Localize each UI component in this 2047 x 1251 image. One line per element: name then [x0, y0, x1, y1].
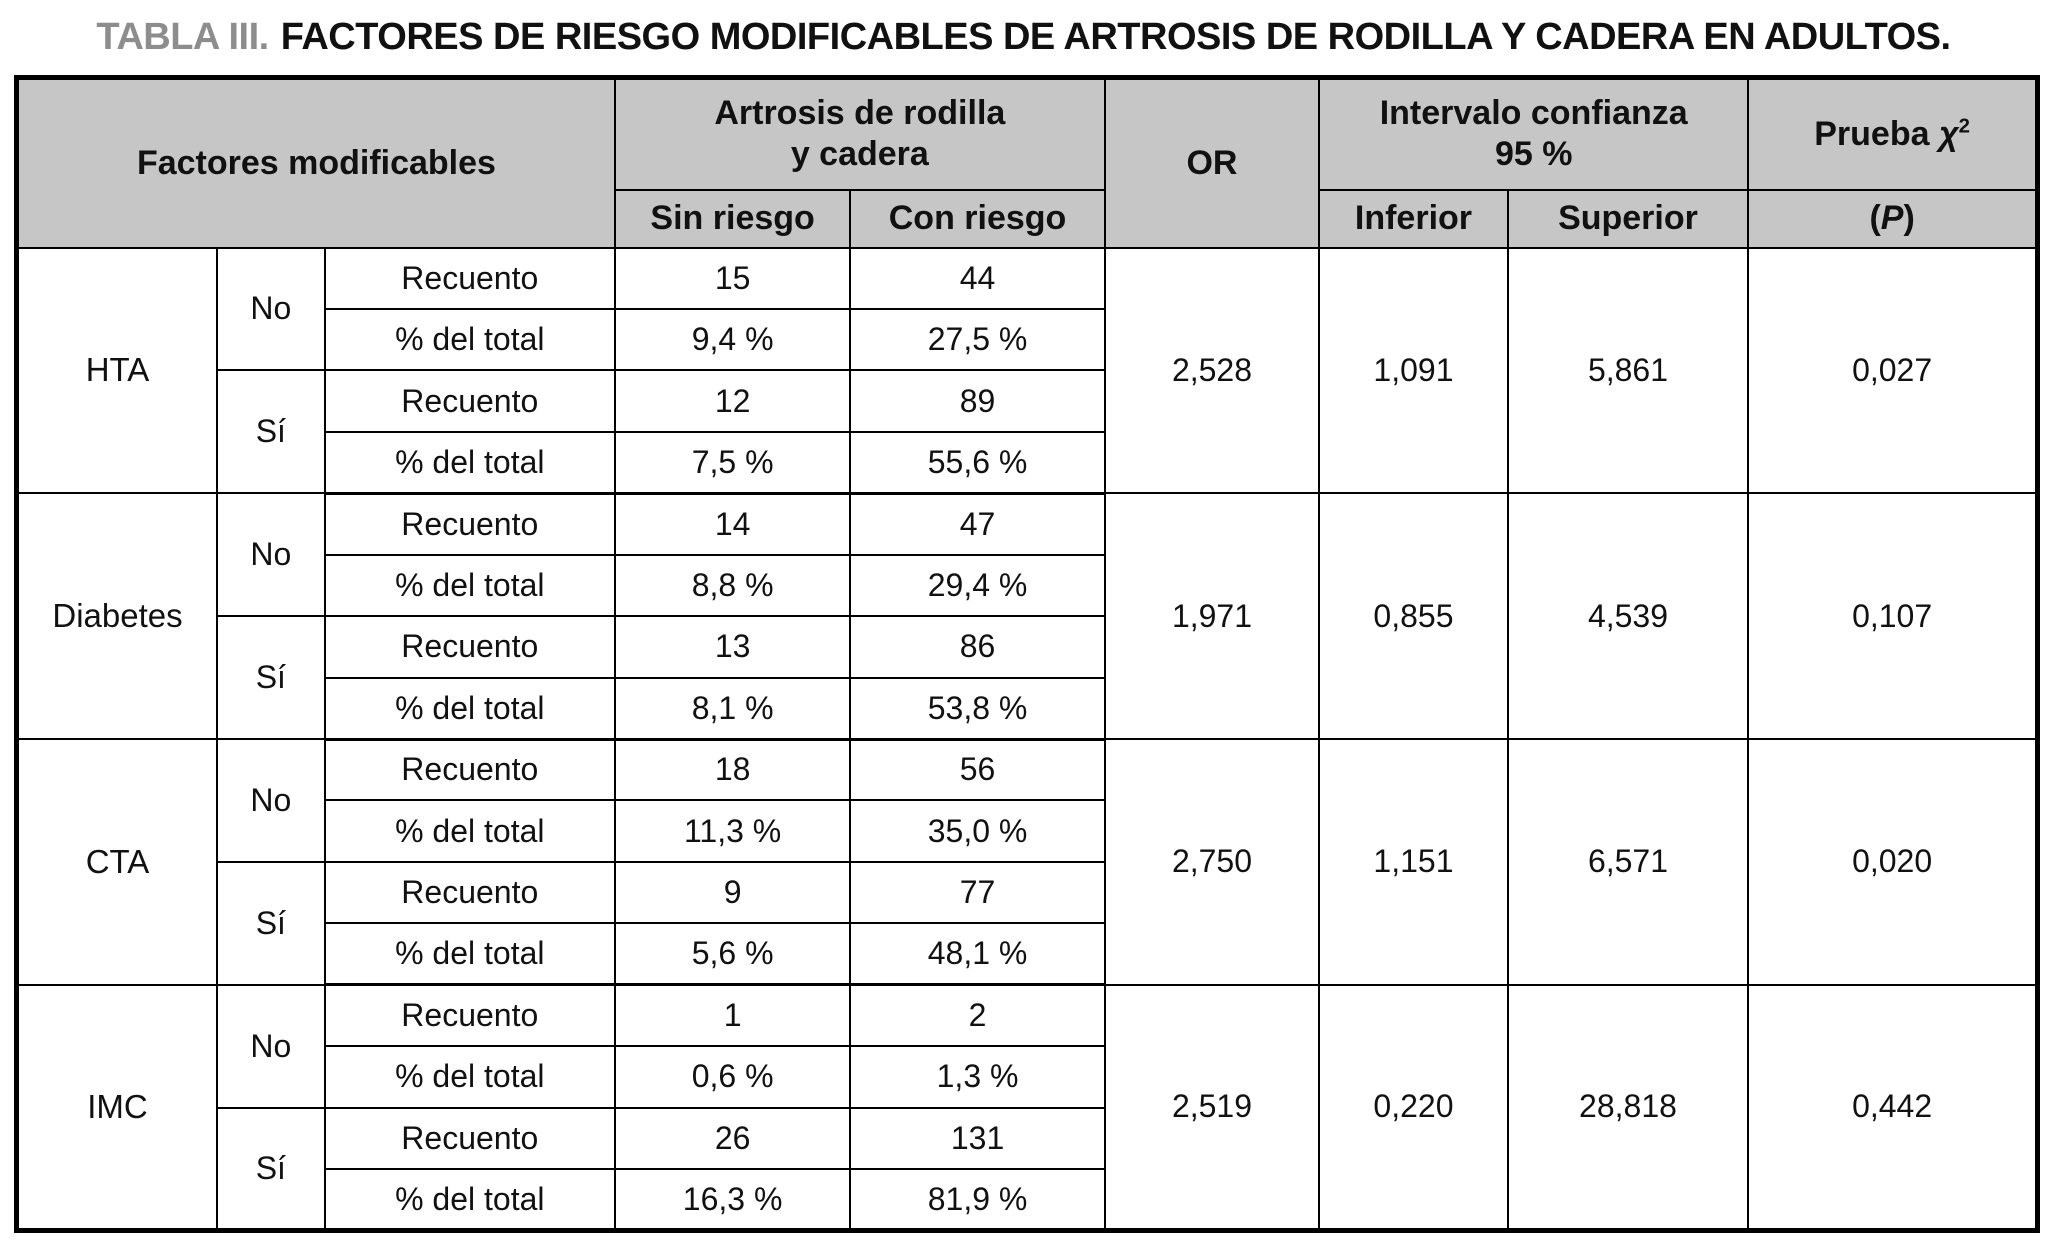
pct-sin-riesgo-cell: 7,5 % — [615, 432, 850, 493]
count-sin-riesgo-cell: 1 — [615, 985, 850, 1046]
row-label-cell: % del total — [325, 923, 615, 984]
pct-sin-riesgo-cell: 0,6 % — [615, 1046, 850, 1107]
count-con-riesgo-cell: 86 — [850, 616, 1104, 677]
ci-lower-cell: 1,151 — [1319, 739, 1508, 985]
count-con-riesgo-cell: 56 — [850, 739, 1104, 800]
count-con-riesgo-cell: 47 — [850, 493, 1104, 554]
row-label-cell: % del total — [325, 800, 615, 861]
count-sin-riesgo-cell: 18 — [615, 739, 850, 800]
row-label-cell: % del total — [325, 1046, 615, 1107]
header-intervalo-confianza — [1319, 78, 1748, 190]
p-letter: P — [1880, 199, 1904, 238]
row-label-cell: Recuento — [325, 248, 615, 309]
header-row-1 — [17, 78, 2038, 190]
factor-name-cell: IMC — [17, 985, 217, 1231]
count-sin-riesgo-cell: 13 — [615, 616, 850, 677]
count-con-riesgo-cell: 77 — [850, 862, 1104, 923]
row-label-cell: % del total — [325, 432, 615, 493]
yes-no-cell: Sí — [217, 370, 325, 493]
yes-no-cell: No — [217, 739, 325, 862]
ci-upper-cell: 6,571 — [1508, 739, 1748, 985]
yes-no-cell: No — [217, 493, 325, 616]
count-sin-riesgo-cell: 15 — [615, 248, 850, 309]
count-con-riesgo-cell: 131 — [850, 1108, 1104, 1169]
table-title — [0, 16, 2047, 59]
risk-factors-table — [14, 75, 2040, 1233]
factor-name-cell: Diabetes — [17, 493, 217, 739]
or-cell: 2,528 — [1105, 248, 1319, 494]
header-prueba-label: Prueba — [1814, 114, 1930, 153]
pct-con-riesgo-cell: 1,3 % — [850, 1046, 1104, 1107]
table-row — [17, 985, 2038, 1046]
header-con-riesgo: Con riesgo — [850, 190, 1104, 248]
yes-no-cell: Sí — [217, 1108, 325, 1231]
header-factores: Factores modificables — [17, 78, 615, 248]
yes-no-cell: No — [217, 985, 325, 1108]
or-cell: 2,750 — [1105, 739, 1319, 985]
header-artrosis-line2: y cadera — [790, 135, 929, 174]
pct-sin-riesgo-cell: 9,4 % — [615, 309, 850, 370]
pct-con-riesgo-cell: 29,4 % — [850, 555, 1104, 616]
ci-upper-cell: 28,818 — [1508, 985, 1748, 1231]
yes-no-cell: No — [217, 248, 325, 371]
or-cell: 1,971 — [1105, 493, 1319, 739]
pct-sin-riesgo-cell: 16,3 % — [615, 1169, 850, 1230]
table-row — [17, 739, 2038, 800]
chi-symbol: χ — [1938, 114, 1959, 153]
table-row — [17, 493, 2038, 554]
header-inferior: Inferior — [1319, 190, 1508, 248]
header-sin-riesgo: Sin riesgo — [615, 190, 850, 248]
header-superior: Superior — [1508, 190, 1748, 248]
pct-sin-riesgo-cell: 5,6 % — [615, 923, 850, 984]
count-con-riesgo-cell: 44 — [850, 248, 1104, 309]
count-con-riesgo-cell: 2 — [850, 985, 1104, 1046]
p-value-cell: 0,442 — [1748, 985, 2037, 1231]
row-label-cell: % del total — [325, 1169, 615, 1230]
row-label-cell: Recuento — [325, 1108, 615, 1169]
table-title-text: FACTORES DE RIESGO MODIFICABLES DE ARTROSIS DE RODILLA Y CADERA EN ADULTOS. — [280, 16, 1951, 58]
row-label-cell: Recuento — [325, 862, 615, 923]
header-artrosis-line1: Artrosis de rodilla — [714, 94, 1006, 133]
header-prueba-chi2 — [1748, 78, 2037, 190]
count-sin-riesgo-cell: 12 — [615, 370, 850, 431]
yes-no-cell: Sí — [217, 616, 325, 739]
header-or: OR — [1105, 78, 1319, 248]
p-paren-close: ) — [1903, 199, 1915, 238]
row-label-cell: Recuento — [325, 739, 615, 800]
header-intervalo-line1: Intervalo confianza — [1379, 94, 1688, 133]
row-label-cell: % del total — [325, 309, 615, 370]
or-cell: 2,519 — [1105, 985, 1319, 1231]
header-artrosis — [615, 78, 1105, 190]
count-sin-riesgo-cell: 14 — [615, 493, 850, 554]
pct-con-riesgo-cell: 81,9 % — [850, 1169, 1104, 1230]
chi-exponent: 2 — [1958, 115, 1970, 138]
table-title-label: TABLA III. — [96, 16, 269, 58]
pct-sin-riesgo-cell: 8,8 % — [615, 555, 850, 616]
row-label-cell: Recuento — [325, 616, 615, 677]
ci-upper-cell: 4,539 — [1508, 493, 1748, 739]
row-label-cell: Recuento — [325, 370, 615, 431]
factor-name-cell: CTA — [17, 739, 217, 985]
pct-sin-riesgo-cell: 11,3 % — [615, 800, 850, 861]
count-sin-riesgo-cell: 26 — [615, 1108, 850, 1169]
row-label-cell: Recuento — [325, 493, 615, 554]
count-sin-riesgo-cell: 9 — [615, 862, 850, 923]
ci-lower-cell: 0,855 — [1319, 493, 1508, 739]
pct-sin-riesgo-cell: 8,1 % — [615, 678, 850, 739]
p-value-cell: 0,107 — [1748, 493, 2037, 739]
factor-name-cell: HTA — [17, 248, 217, 494]
p-value-cell: 0,020 — [1748, 739, 2037, 985]
pct-con-riesgo-cell: 53,8 % — [850, 678, 1104, 739]
row-label-cell: % del total — [325, 555, 615, 616]
ci-lower-cell: 0,220 — [1319, 985, 1508, 1231]
row-label-cell: % del total — [325, 678, 615, 739]
yes-no-cell: Sí — [217, 862, 325, 985]
p-value-cell: 0,027 — [1748, 248, 2037, 494]
header-intervalo-line2: 95 % — [1494, 135, 1573, 174]
ci-upper-cell: 5,861 — [1508, 248, 1748, 494]
pct-con-riesgo-cell: 27,5 % — [850, 309, 1104, 370]
pct-con-riesgo-cell: 35,0 % — [850, 800, 1104, 861]
pct-con-riesgo-cell: 48,1 % — [850, 923, 1104, 984]
table-row — [17, 248, 2038, 309]
pct-con-riesgo-cell: 55,6 % — [850, 432, 1104, 493]
header-p-value — [1748, 190, 2037, 248]
count-con-riesgo-cell: 89 — [850, 370, 1104, 431]
p-paren-open: ( — [1869, 199, 1881, 238]
row-label-cell: Recuento — [325, 985, 615, 1046]
ci-lower-cell: 1,091 — [1319, 248, 1508, 494]
